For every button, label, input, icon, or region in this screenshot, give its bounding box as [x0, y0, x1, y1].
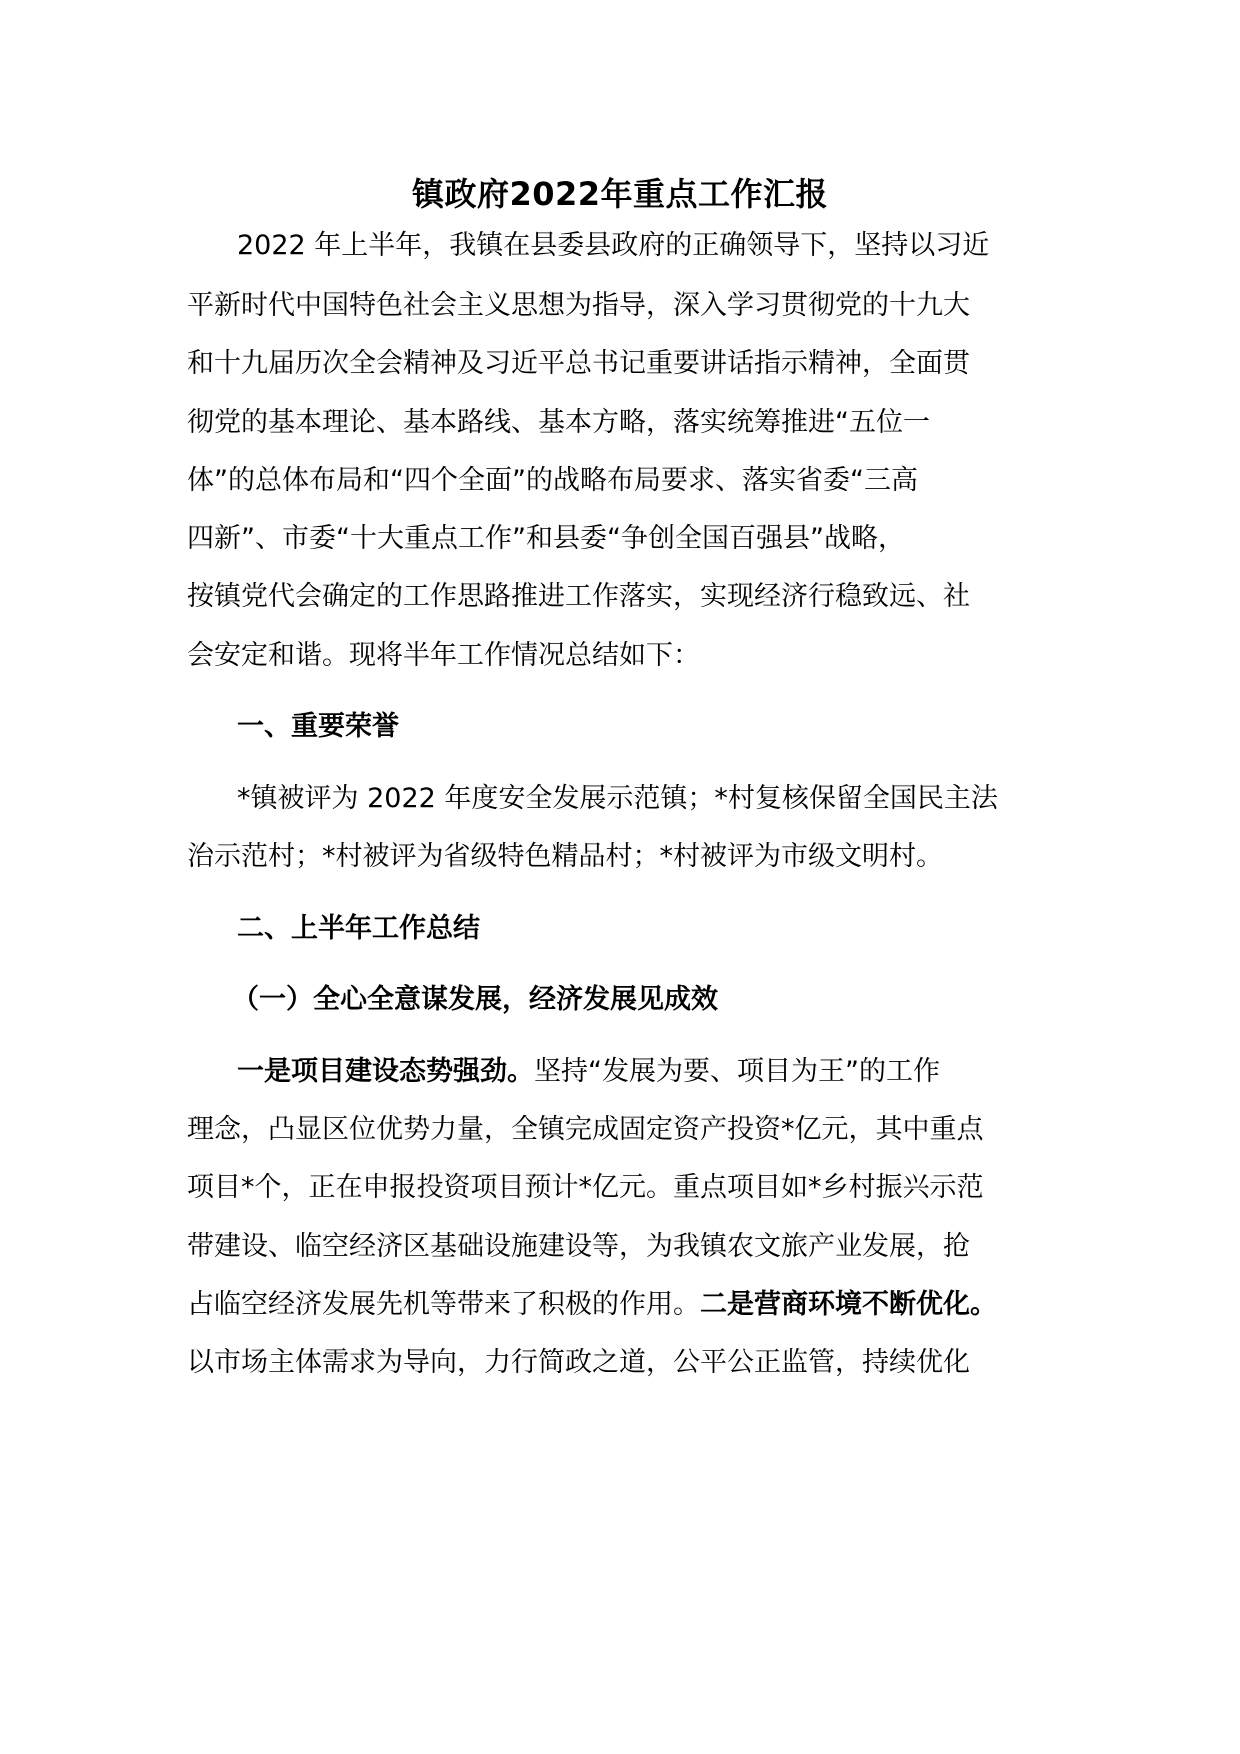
intro-line: 和十九届历次全会精神及习近平总书记重要讲话指示精神，全面贯	[187, 348, 970, 379]
honors-line: 治示范村；*村被评为省级特色精品村；*村被评为市级文明村。	[187, 841, 943, 872]
section-heading-summary: 二、上半年工作总结	[237, 913, 480, 944]
subsection-heading: （一）全心全意谋发展，经济发展见成效	[232, 984, 718, 1015]
section-heading-honors: 一、重要荣誉	[237, 711, 399, 742]
intro-line: 体”的总体布局和“四个全面”的战略布局要求、落实省委“三高	[187, 465, 918, 496]
intro-line: 按镇党代会确定的工作思路推进工作落实，实现经济行稳致远、社	[187, 581, 970, 612]
line-text: 占临空经济发展先机等带来了积极的作用。	[187, 1289, 700, 1320]
paragraph-line: 理念，凸显区位优势力量，全镇完成固定资产投资*亿元，其中重点	[187, 1114, 984, 1145]
paragraph-line: 以市场主体需求为导向，力行简政之道，公平公正监管，持续优化	[187, 1347, 970, 1378]
lead-phrase: 二是营商环境不断优化。	[700, 1289, 997, 1320]
document-title: 镇政府2022年重点工作汇报	[411, 175, 829, 213]
intro-line: 会安定和谐。现将半年工作情况总结如下：	[187, 640, 700, 671]
intro-line: 四新”、市委“十大重点工作”和县委“争创全国百强县”战略，	[187, 523, 905, 554]
lead-phrase: 一是项目建设态势强劲。	[237, 1056, 534, 1087]
paragraph-line: 带建设、临空经济区基础设施建设等，为我镇农文旅产业发展，抢	[187, 1231, 970, 1262]
intro-line: 2022 年上半年，我镇在县委县政府的正确领导下，坚持以习近	[237, 230, 990, 261]
honors-line: *镇被评为 2022 年度安全发展示范镇；*村复核保留全国民主法	[237, 783, 998, 814]
intro-line: 平新时代中国特色社会主义思想为指导，深入学习贯彻党的十九大	[187, 290, 970, 321]
paragraph-line	[187, 1285, 997, 1325]
paragraph-line: 项目*个，正在申报投资项目预计*亿元。重点项目如*乡村振兴示范	[187, 1172, 984, 1203]
line-text: 坚持“发展为要、项目为王”的工作	[534, 1056, 940, 1087]
intro-line: 彻党的基本理论、基本路线、基本方略，落实统筹推进“五位一	[187, 407, 930, 438]
paragraph-line	[237, 1052, 940, 1092]
